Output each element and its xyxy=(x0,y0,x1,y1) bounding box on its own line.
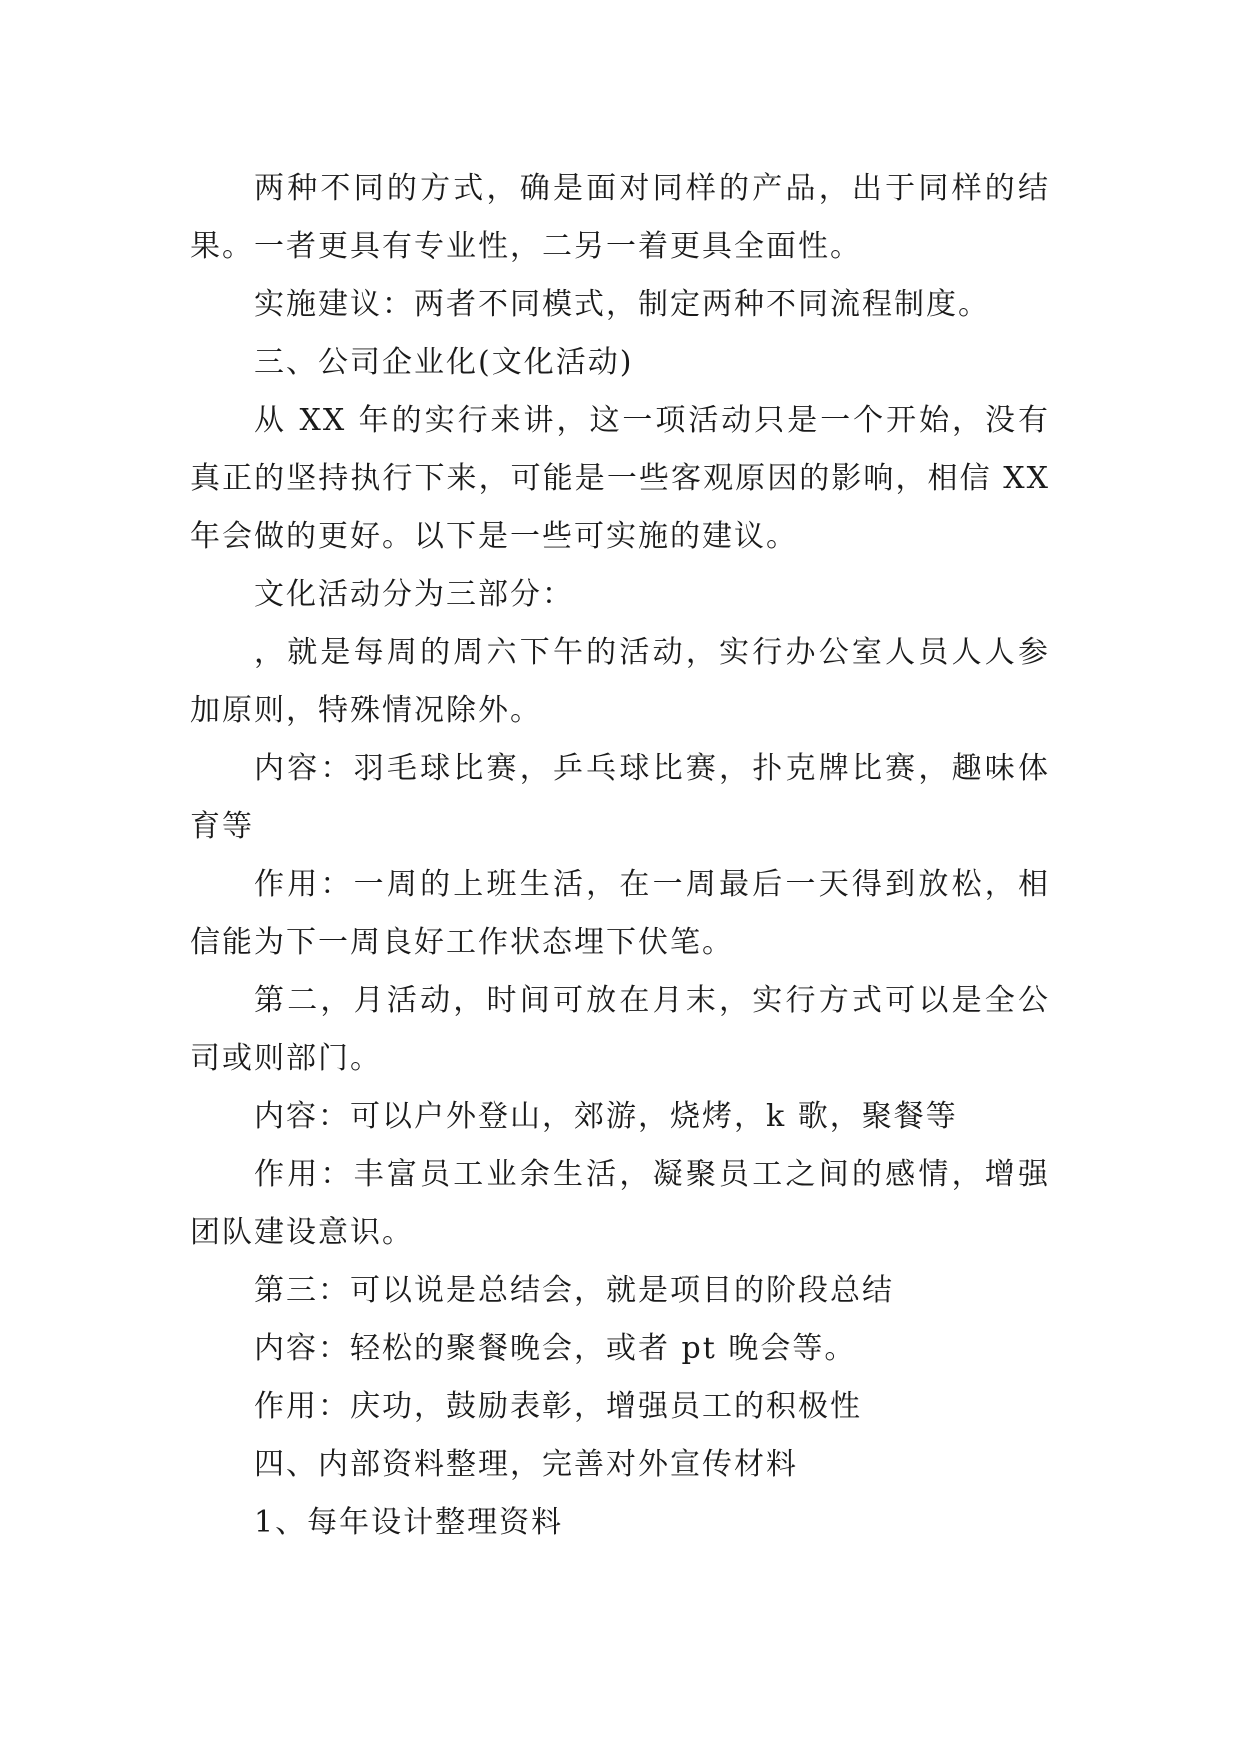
paragraph-weekly-content: 内容：羽毛球比赛，乒乓球比赛，扑克牌比赛，趣味体育等 xyxy=(190,751,1050,844)
paragraph-summary-content: 内容：轻松的聚餐晚会，或者 pt 晚会等。 xyxy=(254,1331,857,1366)
paragraph-weekly-activity: ，就是每周的周六下午的活动，实行办公室人员人人参加原则，特殊情况除外。 xyxy=(190,635,1050,728)
paragraph-monthly-activity: 第二，月活动，时间可放在月末，实行方式可以是全公司或则部门。 xyxy=(190,983,1050,1076)
paragraph-summary-effect: 作用：庆功，鼓励表彰，增强员工的积极性 xyxy=(254,1389,862,1424)
paragraph-weekly-effect: 作用：一周的上班生活，在一周最后一天得到放松，相信能为下一周良好工作状态埋下伏笔。 xyxy=(190,867,1050,960)
paragraph-comparison-result: 两种不同的方式，确是面对同样的产品，出于同样的结果。一者更具有专业性，二另一着更具全面性。 xyxy=(190,171,1050,264)
paragraph-monthly-effect: 作用：丰富员工业余生活，凝聚员工之间的感情，增强团队建设意识。 xyxy=(190,1157,1050,1250)
document-body xyxy=(190,160,1050,1552)
paragraph-implementation-suggestion: 实施建议：两者不同模式，制定两种不同流程制度。 xyxy=(254,287,990,322)
paragraph-monthly-content: 内容：可以户外登山，郊游，烧烤，k 歌，聚餐等 xyxy=(254,1099,958,1134)
paragraph-summary-meeting: 第三：可以说是总结会，就是项目的阶段总结 xyxy=(254,1273,894,1308)
section-heading-culture-activities: 三、公司企业化(文化活动) xyxy=(254,345,634,380)
paragraph-three-parts: 文化活动分为三部分： xyxy=(254,577,574,612)
list-item-yearly-materials: 1、每年设计整理资料 xyxy=(254,1505,564,1540)
section-heading-internal-materials: 四、内部资料整理，完善对外宣传材料 xyxy=(254,1447,798,1482)
paragraph-activity-review: 从 XX 年的实行来讲，这一项活动只是一个开始，没有真正的坚持执行下来，可能是一些客观原因的影响，相信 XX 年会做的更好。以下是一些可实施的建议。 xyxy=(190,403,1050,554)
